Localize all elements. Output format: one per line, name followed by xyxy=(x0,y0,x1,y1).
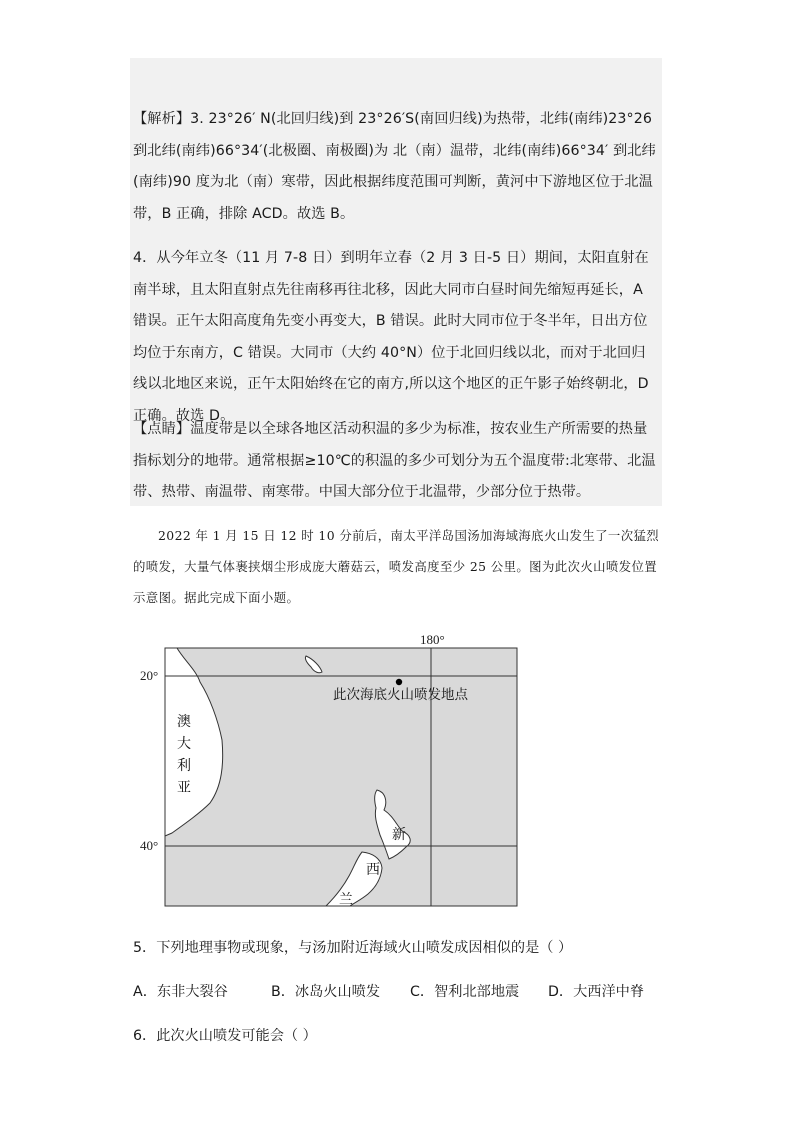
australia-char-4: 亚 xyxy=(177,780,191,796)
analysis-tag: 【解析】 xyxy=(133,111,191,127)
question-5-stem: 5．下列地理事物或现象，与汤加附近海域火山喷发成因相似的是（ ） xyxy=(133,940,573,956)
australia-char-2: 大 xyxy=(177,736,191,752)
eruption-location-map xyxy=(130,628,522,910)
question-6-stem: 6．此次火山喷发可能会（ ） xyxy=(133,1028,317,1044)
comment-tag: 【点睛】 xyxy=(133,421,191,437)
question-5-option-d: D．大西洋中脊 xyxy=(548,984,645,1000)
analysis-text: 3. 23°26′ N(北回归线)到 23°26′S(南回归线)为热带，北纬(南纬)23°26到北纬(南纬)66°34′(北极圈、南极圈)为 北（南）温带，北纬(南纬)66°34′ 到北纬(南纬)90 度为北（南）寒带，因此根据纬度范围可判断，黄河中下游地区位于北温带，B 正确，排除 ACD。故选 B。 xyxy=(133,111,656,222)
latitude-40-label: 40° xyxy=(140,838,159,853)
question-intro: 2022 年 1 月 15 日 12 时 10 分前后，南太平洋岛国汤加海域海底火山发生了一次猛烈的喷发，大量气体裹挟烟尘形成庞大蘑菇云，喷发高度至少 25 公里。图为此次火山喷发位置示意图。据此完成下面小题。 xyxy=(133,528,660,605)
question-5-option-c: C．智利北部地震 xyxy=(410,984,520,1000)
latitude-20-label: 20° xyxy=(140,668,159,683)
comment-paragraph xyxy=(133,414,659,509)
australia-char-1: 澳 xyxy=(177,714,191,730)
australia-char-3: 利 xyxy=(177,758,191,774)
analysis-paragraph xyxy=(133,104,659,230)
new-zealand-char-1: 新 xyxy=(392,827,406,843)
answer-4-paragraph: 4．从今年立冬（11 月 7-8 日）到明年立春（2 月 3 日-5 日）期间，太阳直射在南半球，且太阳直射点先往南移再往北移，因此大同市白昼时间先缩短再延长，A 错误。正午太阳高度角先变小再变大，B 错误。此时大同市位于冬半年，日出方位均位于东南方，C 错误。大同市（大约 40°N）位于北回归线以北，而对于北回归线以北地区来说，正午太阳始终在它的南方,所以这个地区的正午影子始终朝北，D 正确。故选 D。 xyxy=(133,250,649,424)
new-zealand-char-3: 兰 xyxy=(339,892,353,908)
question-5-option-a: A．东非大裂谷 xyxy=(133,984,228,1000)
question-5-option-b: B．冰岛火山喷发 xyxy=(271,984,381,1000)
eruption-label: 此次海底火山喷发地点 xyxy=(333,687,468,703)
eruption-point xyxy=(396,679,402,685)
comment-text: 温度带是以全球各地区活动积温的多少为标准，按农业生产所需要的热量指标划分的地带。通常根据≥10℃的积温的多少可划分为五个温度带:北寒带、北温带、热带、南温带、南寒带。中国大部分位于北温带，少部分位于热带。 xyxy=(133,421,656,500)
longitude-label: 180° xyxy=(420,632,445,647)
new-zealand-char-2: 西 xyxy=(366,862,380,878)
